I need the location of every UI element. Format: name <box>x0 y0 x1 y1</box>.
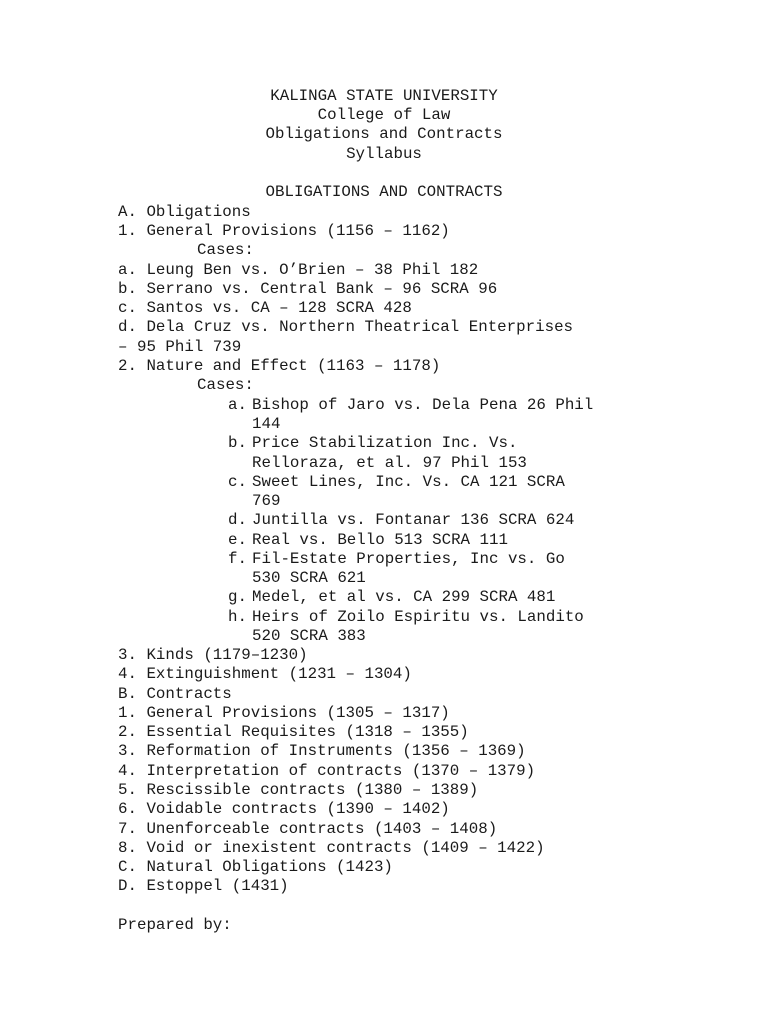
case-text: Real vs. Bello 513 SCRA 111 <box>252 531 508 549</box>
case-letter: g. <box>228 588 247 606</box>
contracts-item: 3. Reformation of Instruments (1356 – 1369) <box>118 742 526 760</box>
case-letter: a. <box>228 396 247 414</box>
contracts-item: 2. Essential Requisites (1318 – 1355) <box>118 723 469 741</box>
nature-effect-item: 2. Nature and Effect (1163 – 1178) <box>118 357 441 375</box>
case-text: Heirs of Zoilo Espiritu vs. Landito <box>252 608 584 626</box>
general-provisions-item: 1. General Provisions (1156 – 1162) <box>118 222 450 240</box>
estoppel-item: D. Estoppel (1431) <box>118 877 289 895</box>
contracts-item: 4. Interpretation of contracts (1370 – 1379) <box>118 762 536 780</box>
case-text: Price Stabilization Inc. Vs. <box>252 434 518 452</box>
case-item: a. Leung Ben vs. O’Brien – 38 Phil 182 <box>118 261 479 279</box>
case-text-continuation: 530 SCRA 621 <box>252 569 366 587</box>
contracts-heading: B. Contracts <box>118 685 232 703</box>
case-item: d. Dela Cruz vs. Northern Theatrical Enterprises <box>118 318 574 336</box>
case-letter: b. <box>228 434 247 452</box>
document-type: Syllabus <box>346 145 422 163</box>
case-text: Bishop of Jaro vs. Dela Pena 26 Phil <box>252 396 594 414</box>
contracts-item: 6. Voidable contracts (1390 – 1402) <box>118 800 450 818</box>
cases-label: Cases: <box>197 241 254 259</box>
university-name: KALINGA STATE UNIVERSITY <box>270 87 498 105</box>
contracts-item: 7. Unenforceable contracts (1403 – 1408) <box>118 820 498 838</box>
case-text: Juntilla vs. Fontanar 136 SCRA 624 <box>252 511 575 529</box>
obligations-heading: A. Obligations <box>118 203 251 221</box>
case-letter: c. <box>228 473 247 491</box>
case-text-continuation: 144 <box>252 415 281 433</box>
case-letter: e. <box>228 531 247 549</box>
college-name: College of Law <box>317 106 451 124</box>
case-text: Medel, et al vs. CA 299 SCRA 481 <box>252 588 556 606</box>
kinds-item: 3. Kinds (1179–1230) <box>118 646 308 664</box>
case-letter: f. <box>228 550 247 568</box>
contracts-item: 5. Rescissible contracts (1380 – 1389) <box>118 781 479 799</box>
course-title: Obligations and Contracts <box>265 125 503 143</box>
section-title: OBLIGATIONS AND CONTRACTS <box>265 183 503 201</box>
extinguishment-item: 4. Extinguishment (1231 – 1304) <box>118 665 412 683</box>
prepared-by-label: Prepared by: <box>118 916 232 934</box>
case-text: Fil-Estate Properties, Inc vs. Go <box>252 550 565 568</box>
contracts-item: 1. General Provisions (1305 – 1317) <box>118 704 450 722</box>
natural-obligations-item: C. Natural Obligations (1423) <box>118 858 393 876</box>
case-text-continuation: 769 <box>252 492 281 510</box>
cases-label: Cases: <box>197 376 254 394</box>
case-text-continuation: 520 SCRA 383 <box>252 627 366 645</box>
case-letter: d. <box>228 511 247 529</box>
case-text: Sweet Lines, Inc. Vs. CA 121 SCRA <box>252 473 565 491</box>
case-item: c. Santos vs. CA – 128 SCRA 428 <box>118 299 412 317</box>
case-item-continuation: – 95 Phil 739 <box>118 338 242 356</box>
case-letter: h. <box>228 608 247 626</box>
case-item: b. Serrano vs. Central Bank – 96 SCRA 96 <box>118 280 498 298</box>
contracts-item: 8. Void or inexistent contracts (1409 – 1422) <box>118 839 545 857</box>
case-text-continuation: Relloraza, et al. 97 Phil 153 <box>252 454 527 472</box>
